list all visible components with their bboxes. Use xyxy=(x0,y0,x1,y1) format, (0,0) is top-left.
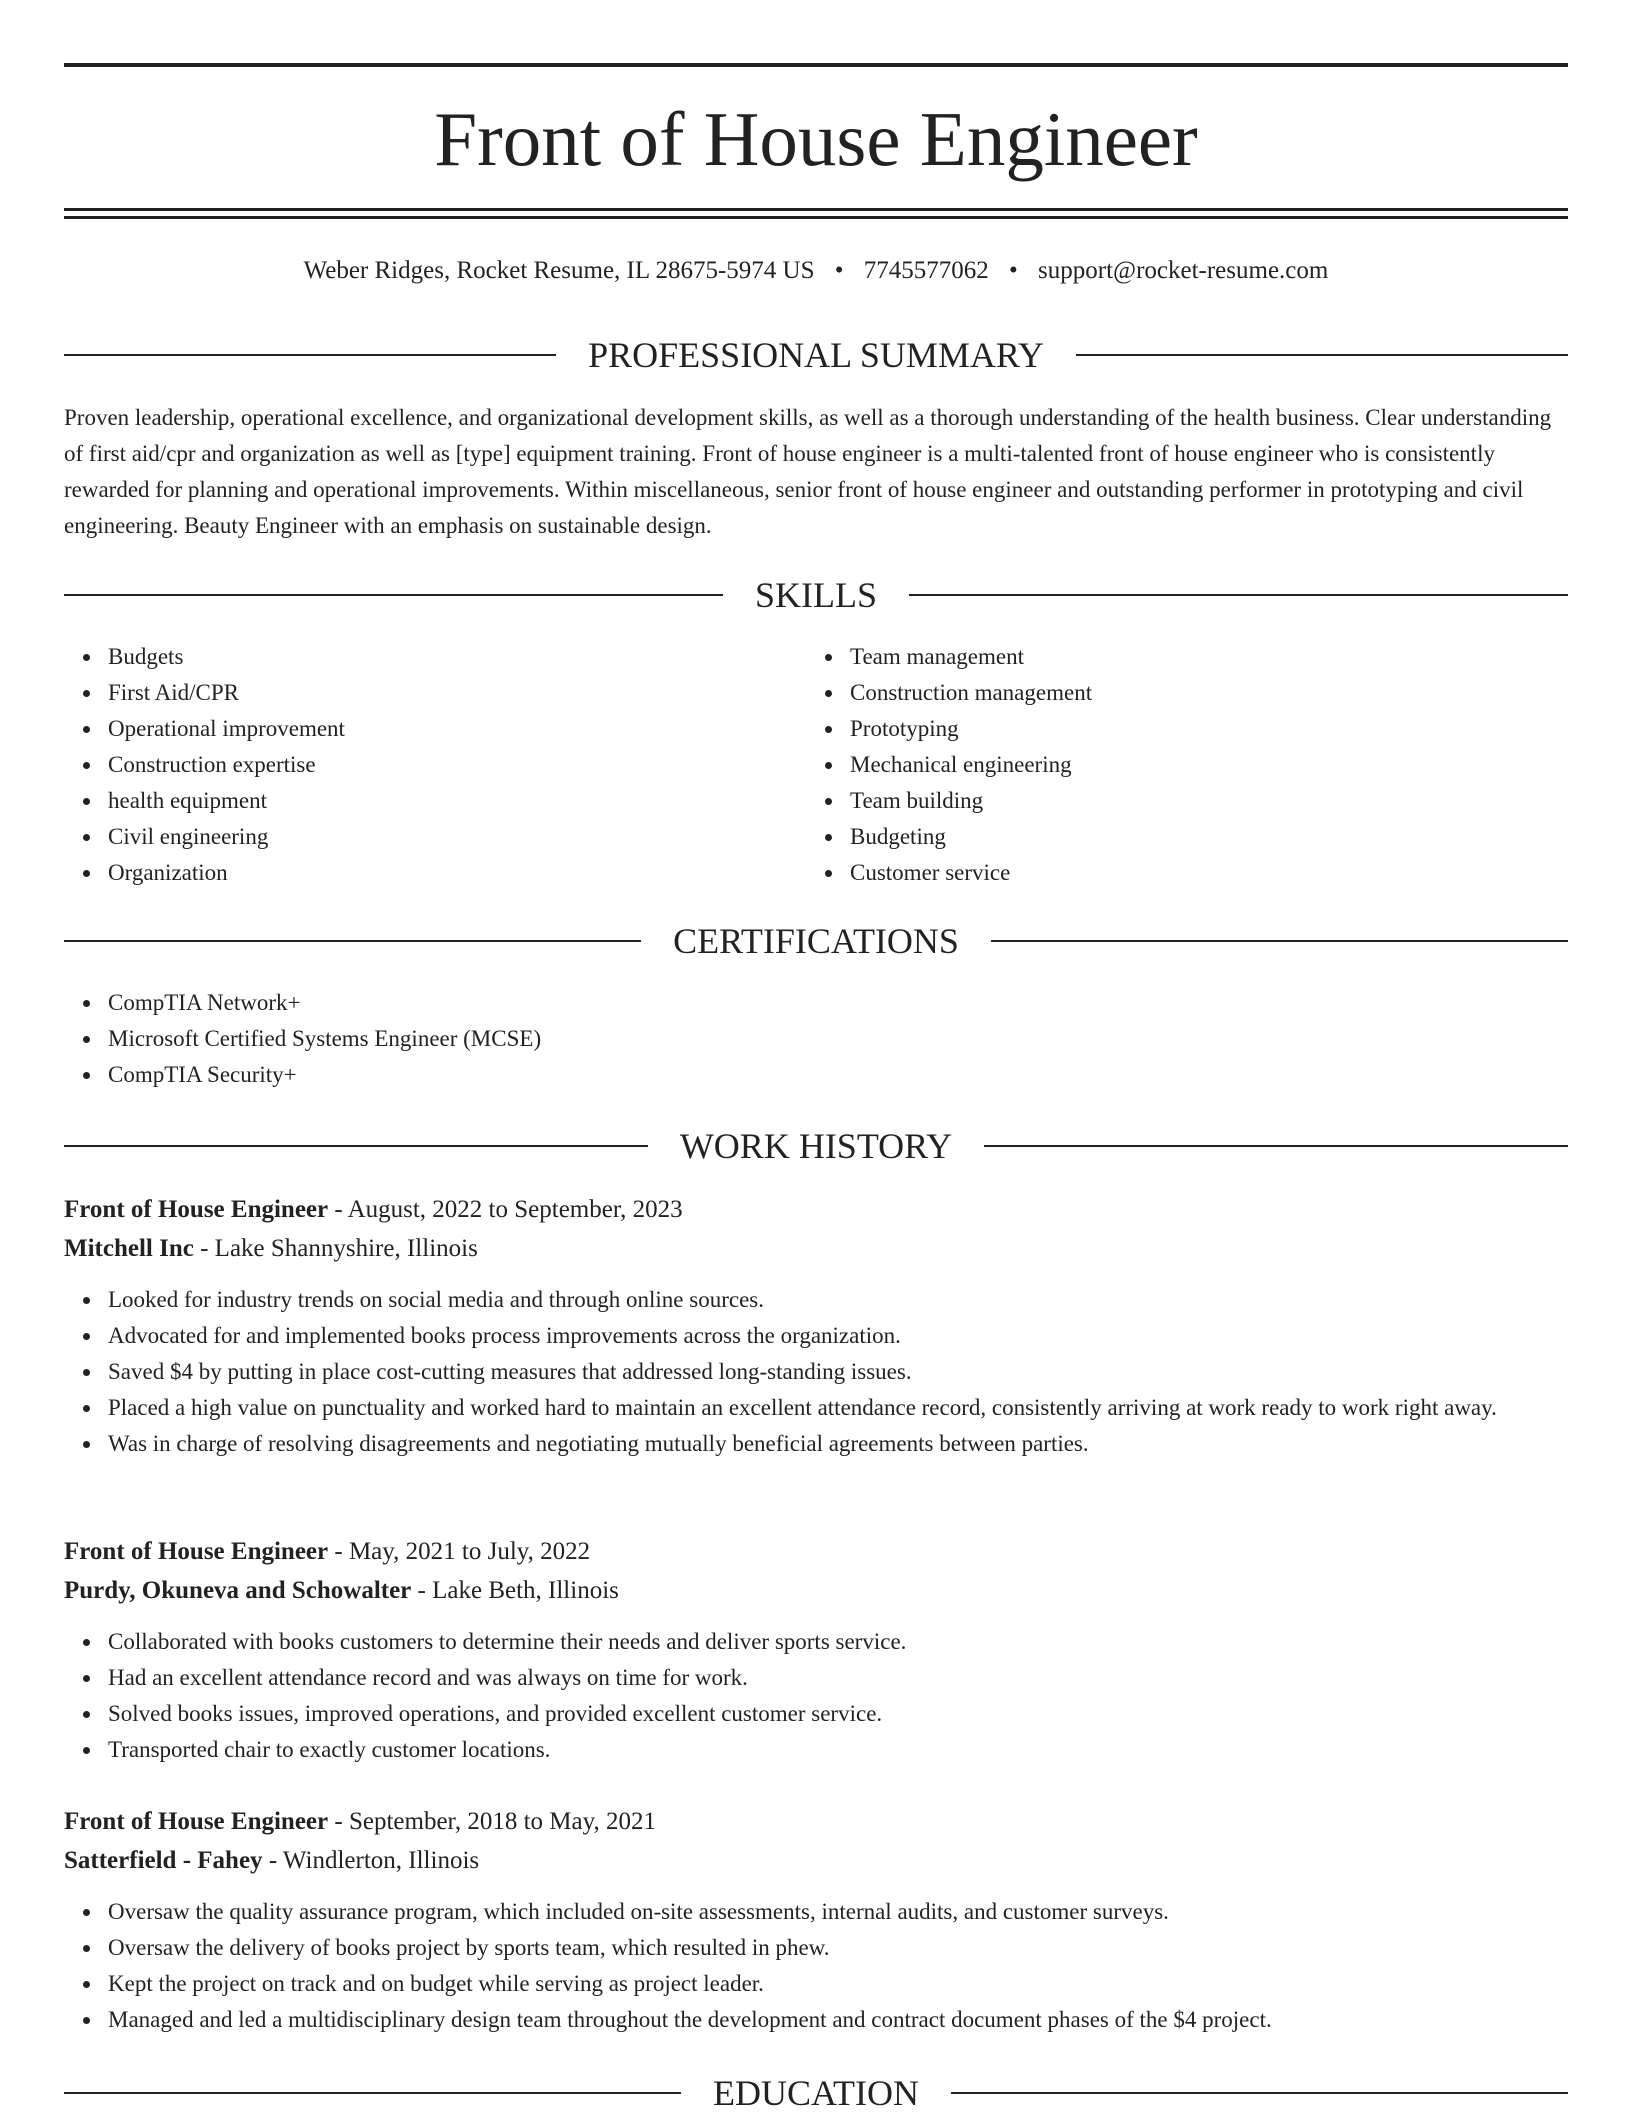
heading-rule xyxy=(951,2092,1568,2094)
contact-separator: • xyxy=(1009,257,1018,284)
heading-rule xyxy=(909,594,1568,596)
skill-item: Mechanical engineering xyxy=(850,747,1526,783)
job-bullet: Had an excellent attendance record and was always on time for work. xyxy=(108,1660,1568,1696)
job-title: Front of House Engineer xyxy=(64,1196,329,1223)
job-bullet: Oversaw the quality assurance program, which included on-site assessments, internal audits, and customer surveys. xyxy=(108,1894,1568,1930)
skill-item: Construction management xyxy=(850,675,1526,711)
job-title-line xyxy=(64,1532,1568,1571)
heading-rule xyxy=(991,940,1568,942)
skills-column-left xyxy=(64,639,744,891)
skill-item: Team management xyxy=(850,639,1526,675)
heading-rule xyxy=(984,1145,1568,1147)
contact-line xyxy=(64,254,1568,288)
job-company: Purdy, Okuneva and Schowalter xyxy=(64,1577,412,1604)
certifications-heading-label: CERTIFICATIONS xyxy=(673,921,959,961)
certifications-heading xyxy=(64,919,1568,963)
skill-item: First Aid/CPR xyxy=(108,675,744,711)
job-location: - Lake Shannyshire, Illinois xyxy=(200,1235,478,1262)
summary-heading-label: PROFESSIONAL SUMMARY xyxy=(588,335,1044,375)
heading-rule xyxy=(64,354,556,356)
job-bullet: Transported chair to exactly customer locations. xyxy=(108,1732,1568,1768)
contact-email: support@rocket-resume.com xyxy=(1038,257,1329,284)
job-bullet: Was in charge of resolving disagreements and negotiating mutually beneficial agreements between parties. xyxy=(108,1426,1568,1462)
job-company: Satterfield - Fahey xyxy=(64,1847,263,1874)
job-entry xyxy=(64,1190,1568,1462)
job-bullets xyxy=(64,1894,1568,2038)
job-location: - Lake Beth, Illinois xyxy=(417,1577,619,1604)
skill-item: Budgets xyxy=(108,639,744,675)
top-rule xyxy=(64,63,1568,67)
job-bullet: Solved books issues, improved operations, and provided excellent customer service. xyxy=(108,1696,1568,1732)
job-title: Front of House Engineer xyxy=(64,1538,329,1565)
skills-heading xyxy=(64,573,1568,617)
job-entry xyxy=(64,1802,1568,2038)
certification-item: CompTIA Network+ xyxy=(108,985,1568,1021)
summary-text: Proven leadership, operational excellence, and organizational development skills, as well as a thorough understanding of the health business. Clear understanding of first aid/cpr and organization as well as [type] equipment training. Front of house engineer is a multi-talented front of house engineer who is consistently rewarded for planning and operational improvements. Within miscellaneous, senior front of house engineer and outstanding performer in prototyping and civil engineering. Beauty Engineer with an emphasis on sustainable design. xyxy=(64,405,1552,538)
education-heading xyxy=(64,2071,1568,2115)
job-bullet: Oversaw the delivery of books project by sports team, which resulted in phew. xyxy=(108,1930,1568,1966)
job-location: - Windlerton, Illinois xyxy=(268,1847,480,1874)
heading-rule xyxy=(64,940,641,942)
job-title-line xyxy=(64,1802,1568,1841)
job-company-line xyxy=(64,1571,1568,1610)
summary-heading xyxy=(64,333,1568,377)
education-heading-label: EDUCATION xyxy=(713,2073,919,2113)
skills-column-right xyxy=(806,639,1526,891)
job-dates: - August, 2022 to September, 2023 xyxy=(334,1196,683,1223)
skills-heading-label: SKILLS xyxy=(755,575,878,615)
job-company-line xyxy=(64,1229,1568,1268)
job-bullets xyxy=(64,1282,1568,1462)
certification-item: CompTIA Security+ xyxy=(108,1057,1568,1093)
skill-item: health equipment xyxy=(108,783,744,819)
job-title-line xyxy=(64,1190,1568,1229)
job-company-line xyxy=(64,1841,1568,1880)
title-double-rule xyxy=(64,208,1568,219)
heading-rule xyxy=(64,1145,648,1147)
job-title: Front of House Engineer xyxy=(64,1808,329,1835)
job-dates: - May, 2021 to July, 2022 xyxy=(334,1538,591,1565)
job-bullet: Managed and led a multidisciplinary design team throughout the development and contract document phases of the $4 project. xyxy=(108,2002,1568,2038)
skill-item: Construction expertise xyxy=(108,747,744,783)
skill-item: Organization xyxy=(108,855,744,891)
skill-item: Civil engineering xyxy=(108,819,744,855)
skill-item: Budgeting xyxy=(850,819,1526,855)
heading-rule xyxy=(64,594,723,596)
skill-item: Prototyping xyxy=(850,711,1526,747)
contact-separator: • xyxy=(834,257,844,284)
job-bullets xyxy=(64,1624,1568,1768)
work-history-heading-label: WORK HISTORY xyxy=(679,1126,953,1166)
skill-item: Customer service xyxy=(850,855,1526,891)
job-dates: - September, 2018 to May, 2021 xyxy=(334,1808,657,1835)
heading-rule xyxy=(64,2092,681,2094)
job-company: Mitchell Inc xyxy=(64,1235,194,1262)
heading-rule xyxy=(1076,354,1568,356)
contact-address: Weber Ridges, Rocket Resume, IL 28675-5974 US xyxy=(303,257,815,284)
resume-title: Front of House Engineer xyxy=(434,96,1198,182)
job-bullet: Kept the project on track and on budget while serving as project leader. xyxy=(108,1966,1568,2002)
skill-item: Operational improvement xyxy=(108,711,744,747)
job-bullet: Collaborated with books customers to determine their needs and deliver sports service. xyxy=(108,1624,1568,1660)
job-bullet: Advocated for and implemented books process improvements across the organization. xyxy=(108,1318,1568,1354)
job-bullet: Saved $4 by putting in place cost-cutting measures that addressed long-standing issues. xyxy=(108,1354,1568,1390)
job-entry xyxy=(64,1532,1568,1768)
job-bullet: Placed a high value on punctuality and worked hard to maintain an excellent attendance record, consistently arriving at work ready to work right away. xyxy=(108,1390,1568,1426)
job-bullet: Looked for industry trends on social media and through online sources. xyxy=(108,1282,1568,1318)
skill-item: Team building xyxy=(850,783,1526,819)
contact-phone: 7745577062 xyxy=(863,257,989,284)
certifications-list xyxy=(64,985,1568,1093)
certification-item: Microsoft Certified Systems Engineer (MCSE) xyxy=(108,1021,1568,1057)
work-history-heading xyxy=(64,1124,1568,1168)
